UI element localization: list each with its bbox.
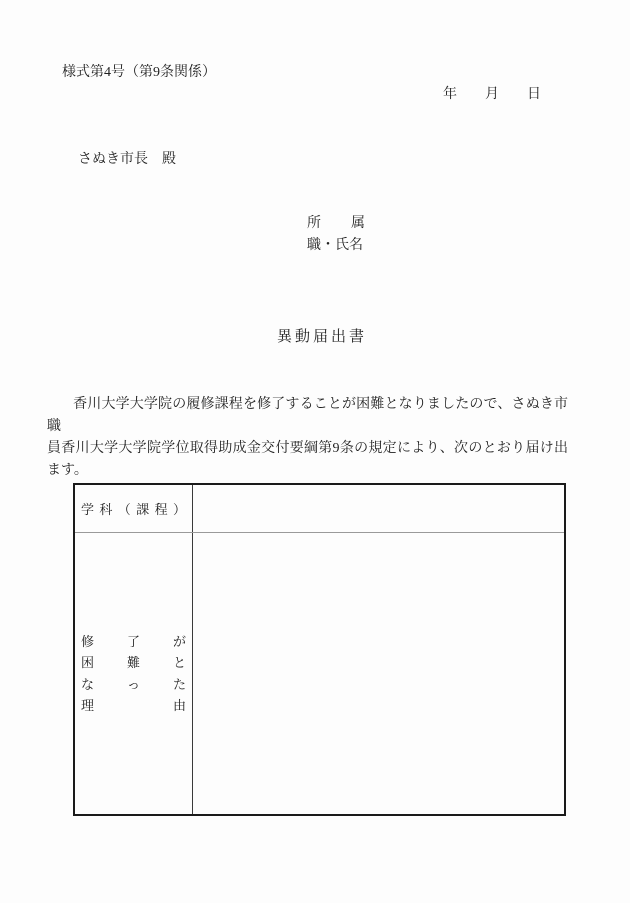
- reason-value-cell: [193, 533, 564, 814]
- reason-label-cell: [75, 533, 192, 814]
- position-name-label: 職・氏名: [307, 238, 363, 253]
- body-line-3: ます。: [47, 463, 88, 478]
- body-line-1: 香川大学大学院の履修課程を修了することが困難となりましたので、さぬき市職: [47, 397, 568, 434]
- reason-label-line-3: なった: [81, 676, 186, 692]
- date-line: 年 月 日: [443, 87, 541, 102]
- body-paragraph: [47, 394, 568, 482]
- department-course-value-cell: [193, 485, 564, 532]
- sender-block: [307, 213, 365, 257]
- form-number-line: 様式第4号（第9条関係）: [62, 65, 216, 80]
- reason-label-line-1: 修了が: [81, 633, 186, 649]
- reason-label-line-4: 理由: [81, 698, 186, 713]
- affiliation-label: 所属: [307, 216, 365, 231]
- reason-label-line-2: 困難と: [81, 655, 186, 670]
- department-course-label: 学科（課程）: [81, 502, 186, 517]
- form-table: [73, 483, 566, 816]
- document-title: 異動届出書: [277, 329, 368, 345]
- addressee-line: さぬき市長 殿: [78, 152, 176, 167]
- body-line-2: 員香川大学大学院学位取得助成金交付要綱第9条の規定により、次のとおり届け出: [47, 441, 568, 456]
- department-course-label-cell: [75, 485, 192, 532]
